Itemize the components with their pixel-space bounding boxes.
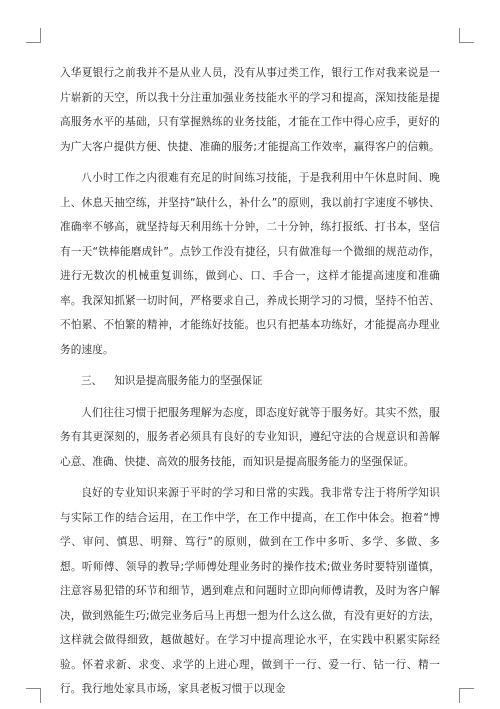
paragraph-intro: 入华夏银行之前我并不是从业人员，没有从事过类工作，银行工作对我来说是一片崭新的天空，所以我十分注重加强业务技能水平的学习和提高，深知技能是提高服务水平的基础，只有掌握熟练的业务技能，才能在工作中得心应手，更好的为广大客户提供方便、快捷、准确的服务;才能提高工作效率，赢得客户的信赖。 (60, 67, 440, 153)
section-number: 三、 (81, 375, 103, 387)
crop-mark-bottom-left (26, 688, 41, 703)
document-body (60, 61, 440, 709)
section-heading (60, 369, 440, 394)
crop-mark-top-left (26, 28, 41, 43)
section-title: 知识是提高服务能力的坚强保证 (114, 375, 263, 387)
paragraph-practice: 八小时工作之内很难有充足的时间练习技能，于是我利用中午休息时间、晚上、休息天抽空练，并坚持“缺什么，补什么”的原则，我以前打字速度不够快、准确率不够高，就坚持每天利用练十分钟，二十分钟，练打报纸、打书本，坚信有一天“铁棒能磨成针”。点钞工作没有捷径，只有做准每一个微细的规范动作，进行无数次的机械重复训练，做到心、口、手合一，这样才能提高速度和准确率。我深知抓紧一切时间，严格要求自己，养成长期学习的习惯，坚持不怕苦、不怕累、不怕繁的精神，才能练好技能。也只有把基本功练好，才能提高办理业务的速度。 (60, 172, 440, 356)
crop-mark-bottom-right (459, 688, 474, 703)
paragraph-knowledge: 人们往往习惯于把服务理解为态度，即态度好就等于服务好。其实不然，服务有其更深刻的，服务者必须具有良好的专业知识，遵纪守法的合规意识和善解心意、准确、快捷、高效的服务技能，而知识是提高服务能力的坚强保证。 (60, 406, 440, 468)
crop-mark-top-right (459, 28, 474, 43)
paragraph-study: 良好的专业知识来源于平时的学习和日常的实践。我非常专注于将所学知识与实际工作的结合运用，在工作中学，在工作中提高，在工作中体会。抱着“博学、审问、慎思、明辩、笃行”的原则，做到在工作中多听、多学、多做、多想。听师傅、领导的教导;学师傅处理业务时的操作技术;做业务时要特别谨慎，注意容易犯错的环节和细节，遇到难点和问题时立即向师傅请教，及时为客户解决，做到熟能生巧;做完业务后马上再想一想为什么这么做，有没有更好的方法，这样就会做得细致，越做越好。在学习中提高理论水平，在实践中积累实际经验。怀着求新、求变、求学的上进心理，做到干一行、爱一行、钻一行、精一行。我行地处家具市场，家具老板习惯于以现金 (60, 487, 440, 695)
